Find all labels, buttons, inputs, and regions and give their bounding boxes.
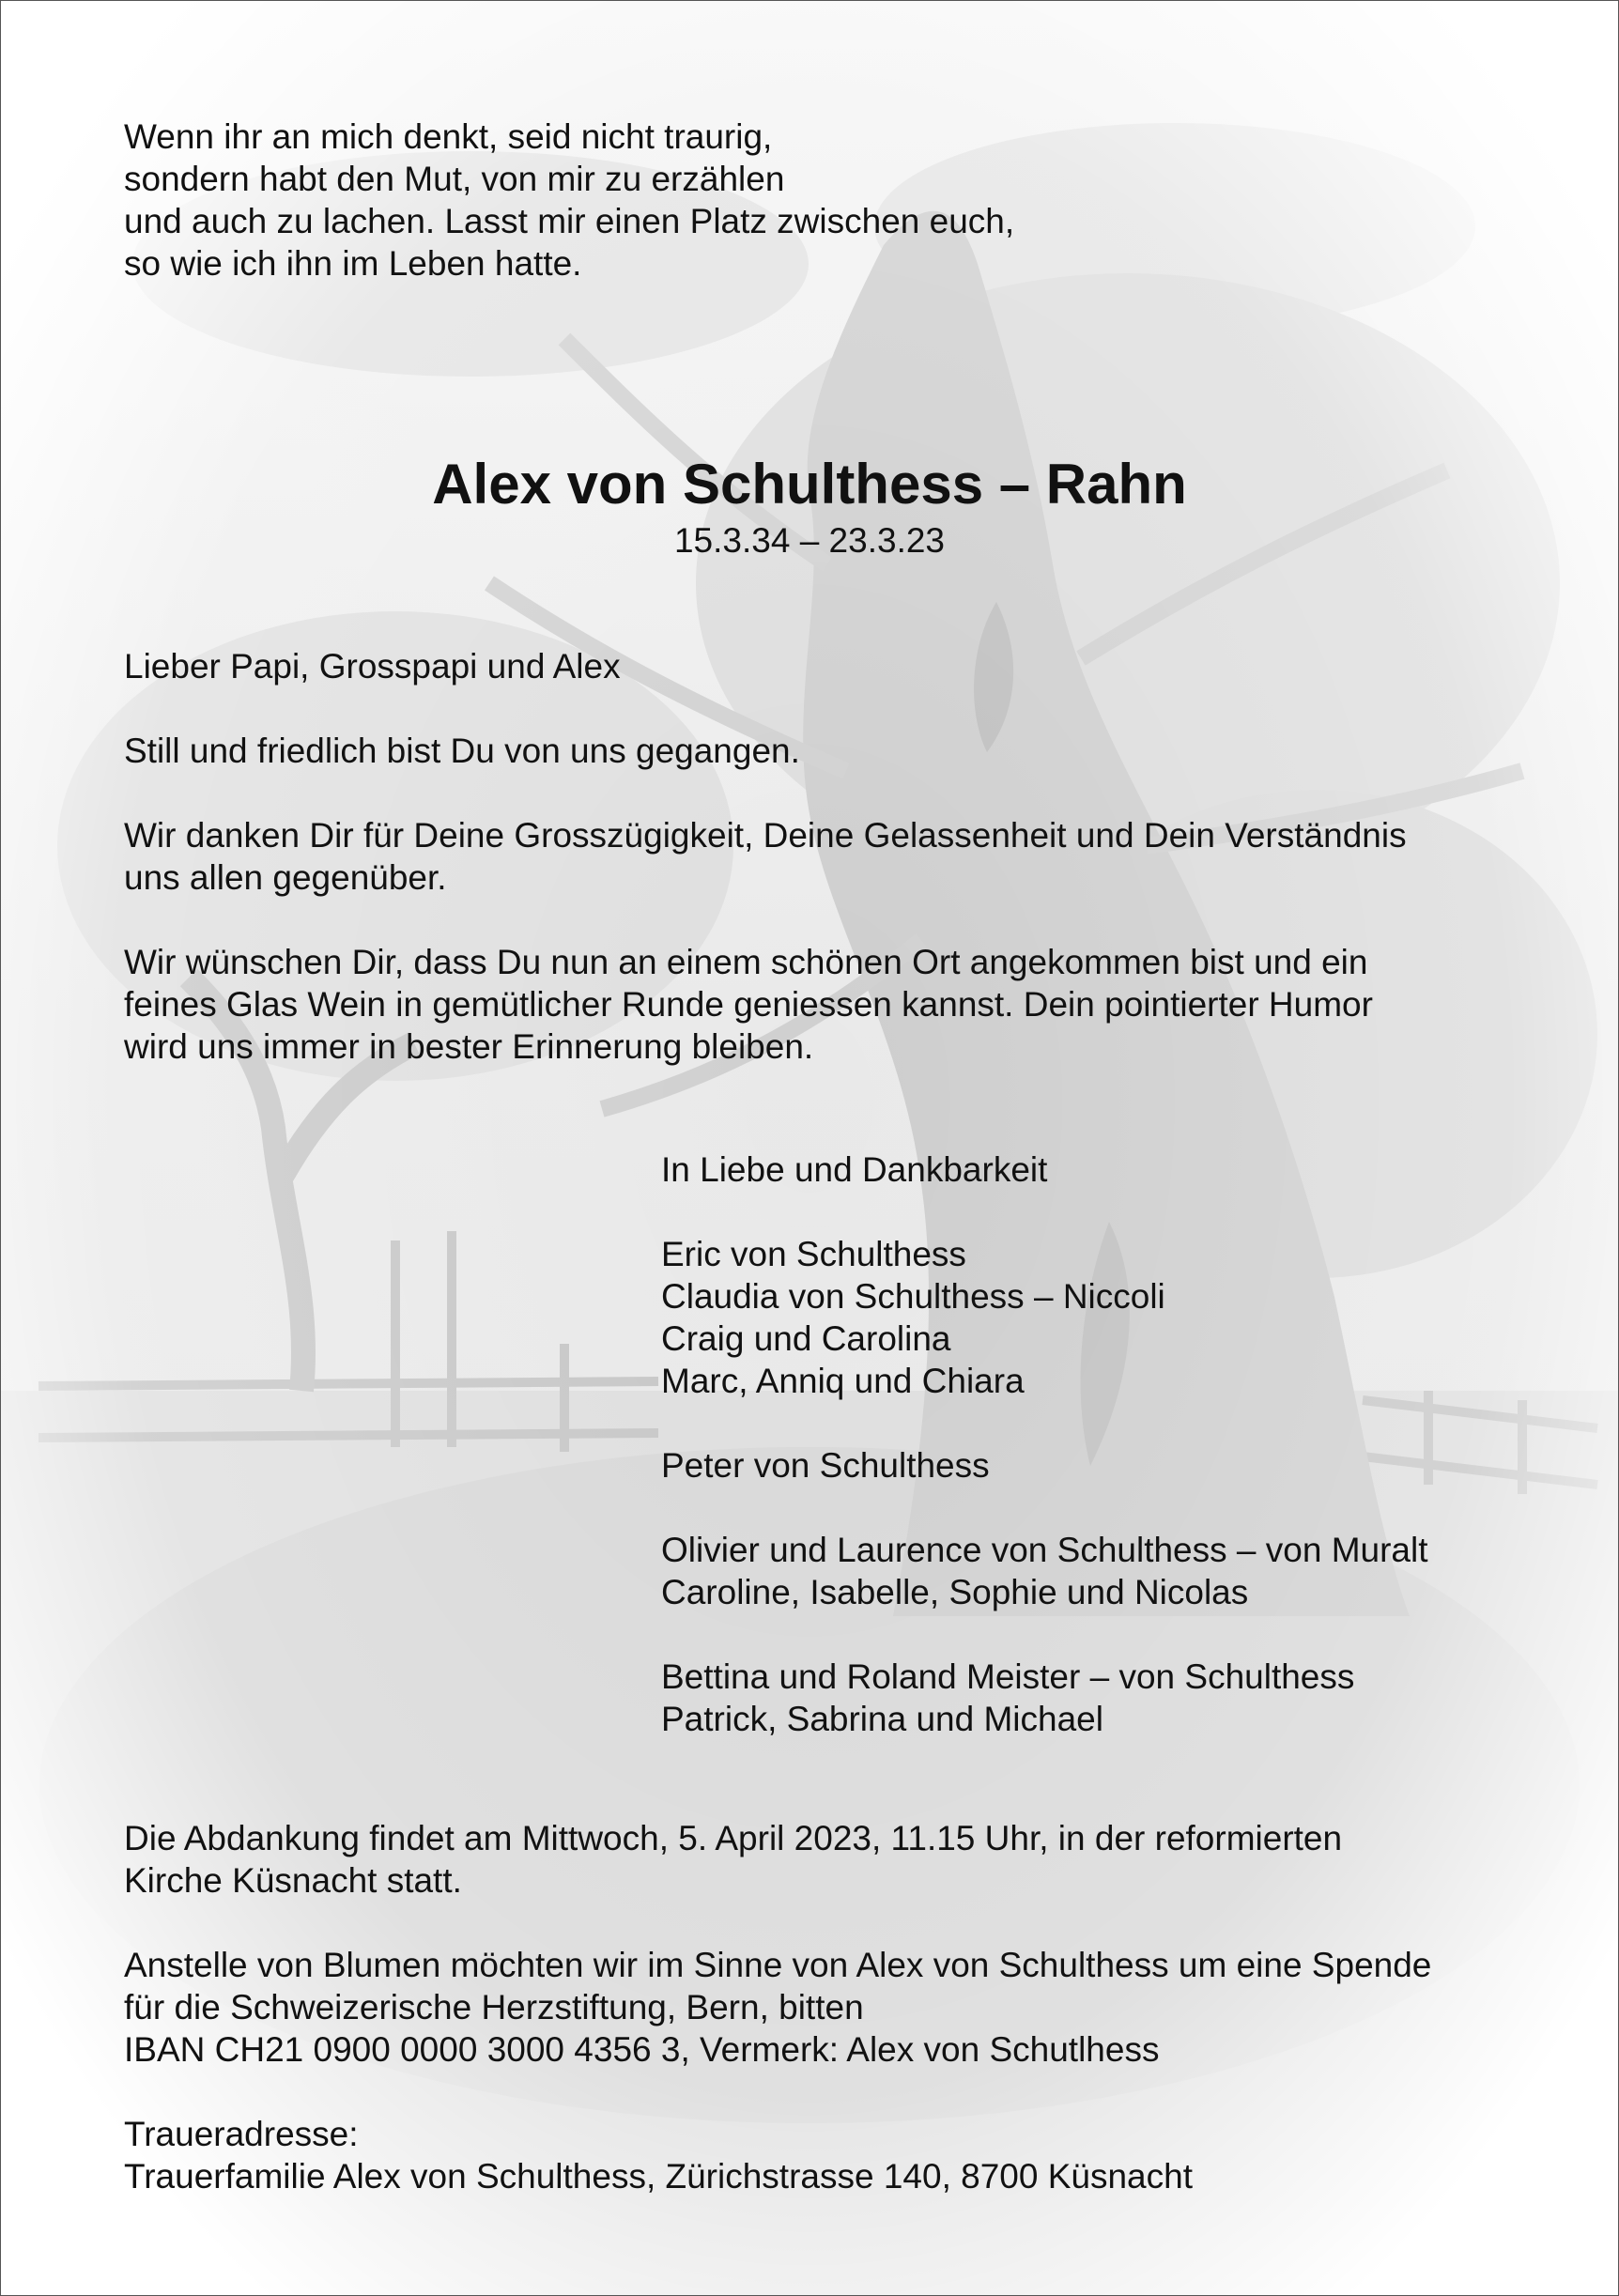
mourner-name: Claudia von Schulthess – Niccoli (661, 1277, 1165, 1316)
mourners-list (661, 1148, 1428, 1782)
mourners-intro: In Liebe und Dankbarkeit (661, 1150, 1048, 1189)
motto-quote (124, 116, 1014, 285)
mourning-address (124, 2113, 1570, 2197)
donation-notice: Anstelle von Blumen möchten wir im Sinne von Alex von Schulthess um eine Spende für die Schweizerische Herzstiftung, Bern, bitten IBAN CH21 0900 0000 3000 4356 3, Vermerk: Alex von Schutlhess (124, 1946, 1432, 2069)
mourner-name: Olivier und Laurence von Schulthess – von Muralt (661, 1531, 1428, 1569)
letter-paragraph-3: Wir wünschen Dir, dass Du nun an einem schönen Ort angekommen bist und ein feines Glas Wein in gemütlicher Runde geniessen kannst. Dein pointierter Humor wird uns immer in bester Erinnerung bleiben. (124, 943, 1373, 1066)
letter-paragraph-1: Still und friedlich bist Du von uns gegangen. (124, 732, 800, 770)
mourners-group-3 (661, 1529, 1428, 1613)
mourners-group-4 (661, 1656, 1428, 1740)
motto-line: und auch zu lachen. Lasst mir einen Platz zwischen euch, (124, 202, 1015, 240)
address-label: Traueradresse: (124, 2115, 359, 2153)
letter-body (124, 645, 1533, 1110)
motto-line: so wie ich ihn im Leben hatte. (124, 244, 582, 283)
mourner-name: Eric von Schulthess (661, 1235, 966, 1273)
mourner-name: Craig und Carolina (661, 1319, 951, 1358)
mourner-name: Bettina und Roland Meister – von Schulthess (661, 1657, 1355, 1696)
mourners-group-1 (661, 1233, 1428, 1402)
deceased-name: Alex von Schulthess – Rahn (432, 453, 1187, 516)
mourners-group-2 (661, 1444, 1428, 1487)
address-text: Trauerfamilie Alex von Schulthess, Zürichstrasse 140, 8700 Küsnacht (124, 2157, 1193, 2196)
life-dates: 15.3.34 – 23.3.23 (673, 521, 946, 560)
mourner-name: Marc, Anniq und Chiara (661, 1362, 1025, 1400)
letter-salutation: Lieber Papi, Grosspapi und Alex (124, 647, 621, 686)
motto-line: Wenn ihr an mich denkt, seid nicht traurig, (124, 117, 773, 156)
mourner-name: Peter von Schulthess (661, 1446, 990, 1485)
mourner-name: Caroline, Isabelle, Sophie und Nicolas (661, 1573, 1249, 1611)
mourner-name: Patrick, Sabrina und Michael (661, 1700, 1103, 1738)
service-notice: Die Abdankung findet am Mittwoch, 5. April 2023, 11.15 Uhr, in der reformierten Kirche Küsnacht statt. (124, 1819, 1343, 1900)
closing-info (124, 1817, 1570, 2240)
letter-paragraph-2: Wir danken Dir für Deine Grosszügigkeit, Deine Gelassenheit und Dein Verständnis uns allen gegenüber. (124, 816, 1407, 897)
motto-line: sondern habt den Mut, von mir zu erzählen (124, 160, 785, 198)
